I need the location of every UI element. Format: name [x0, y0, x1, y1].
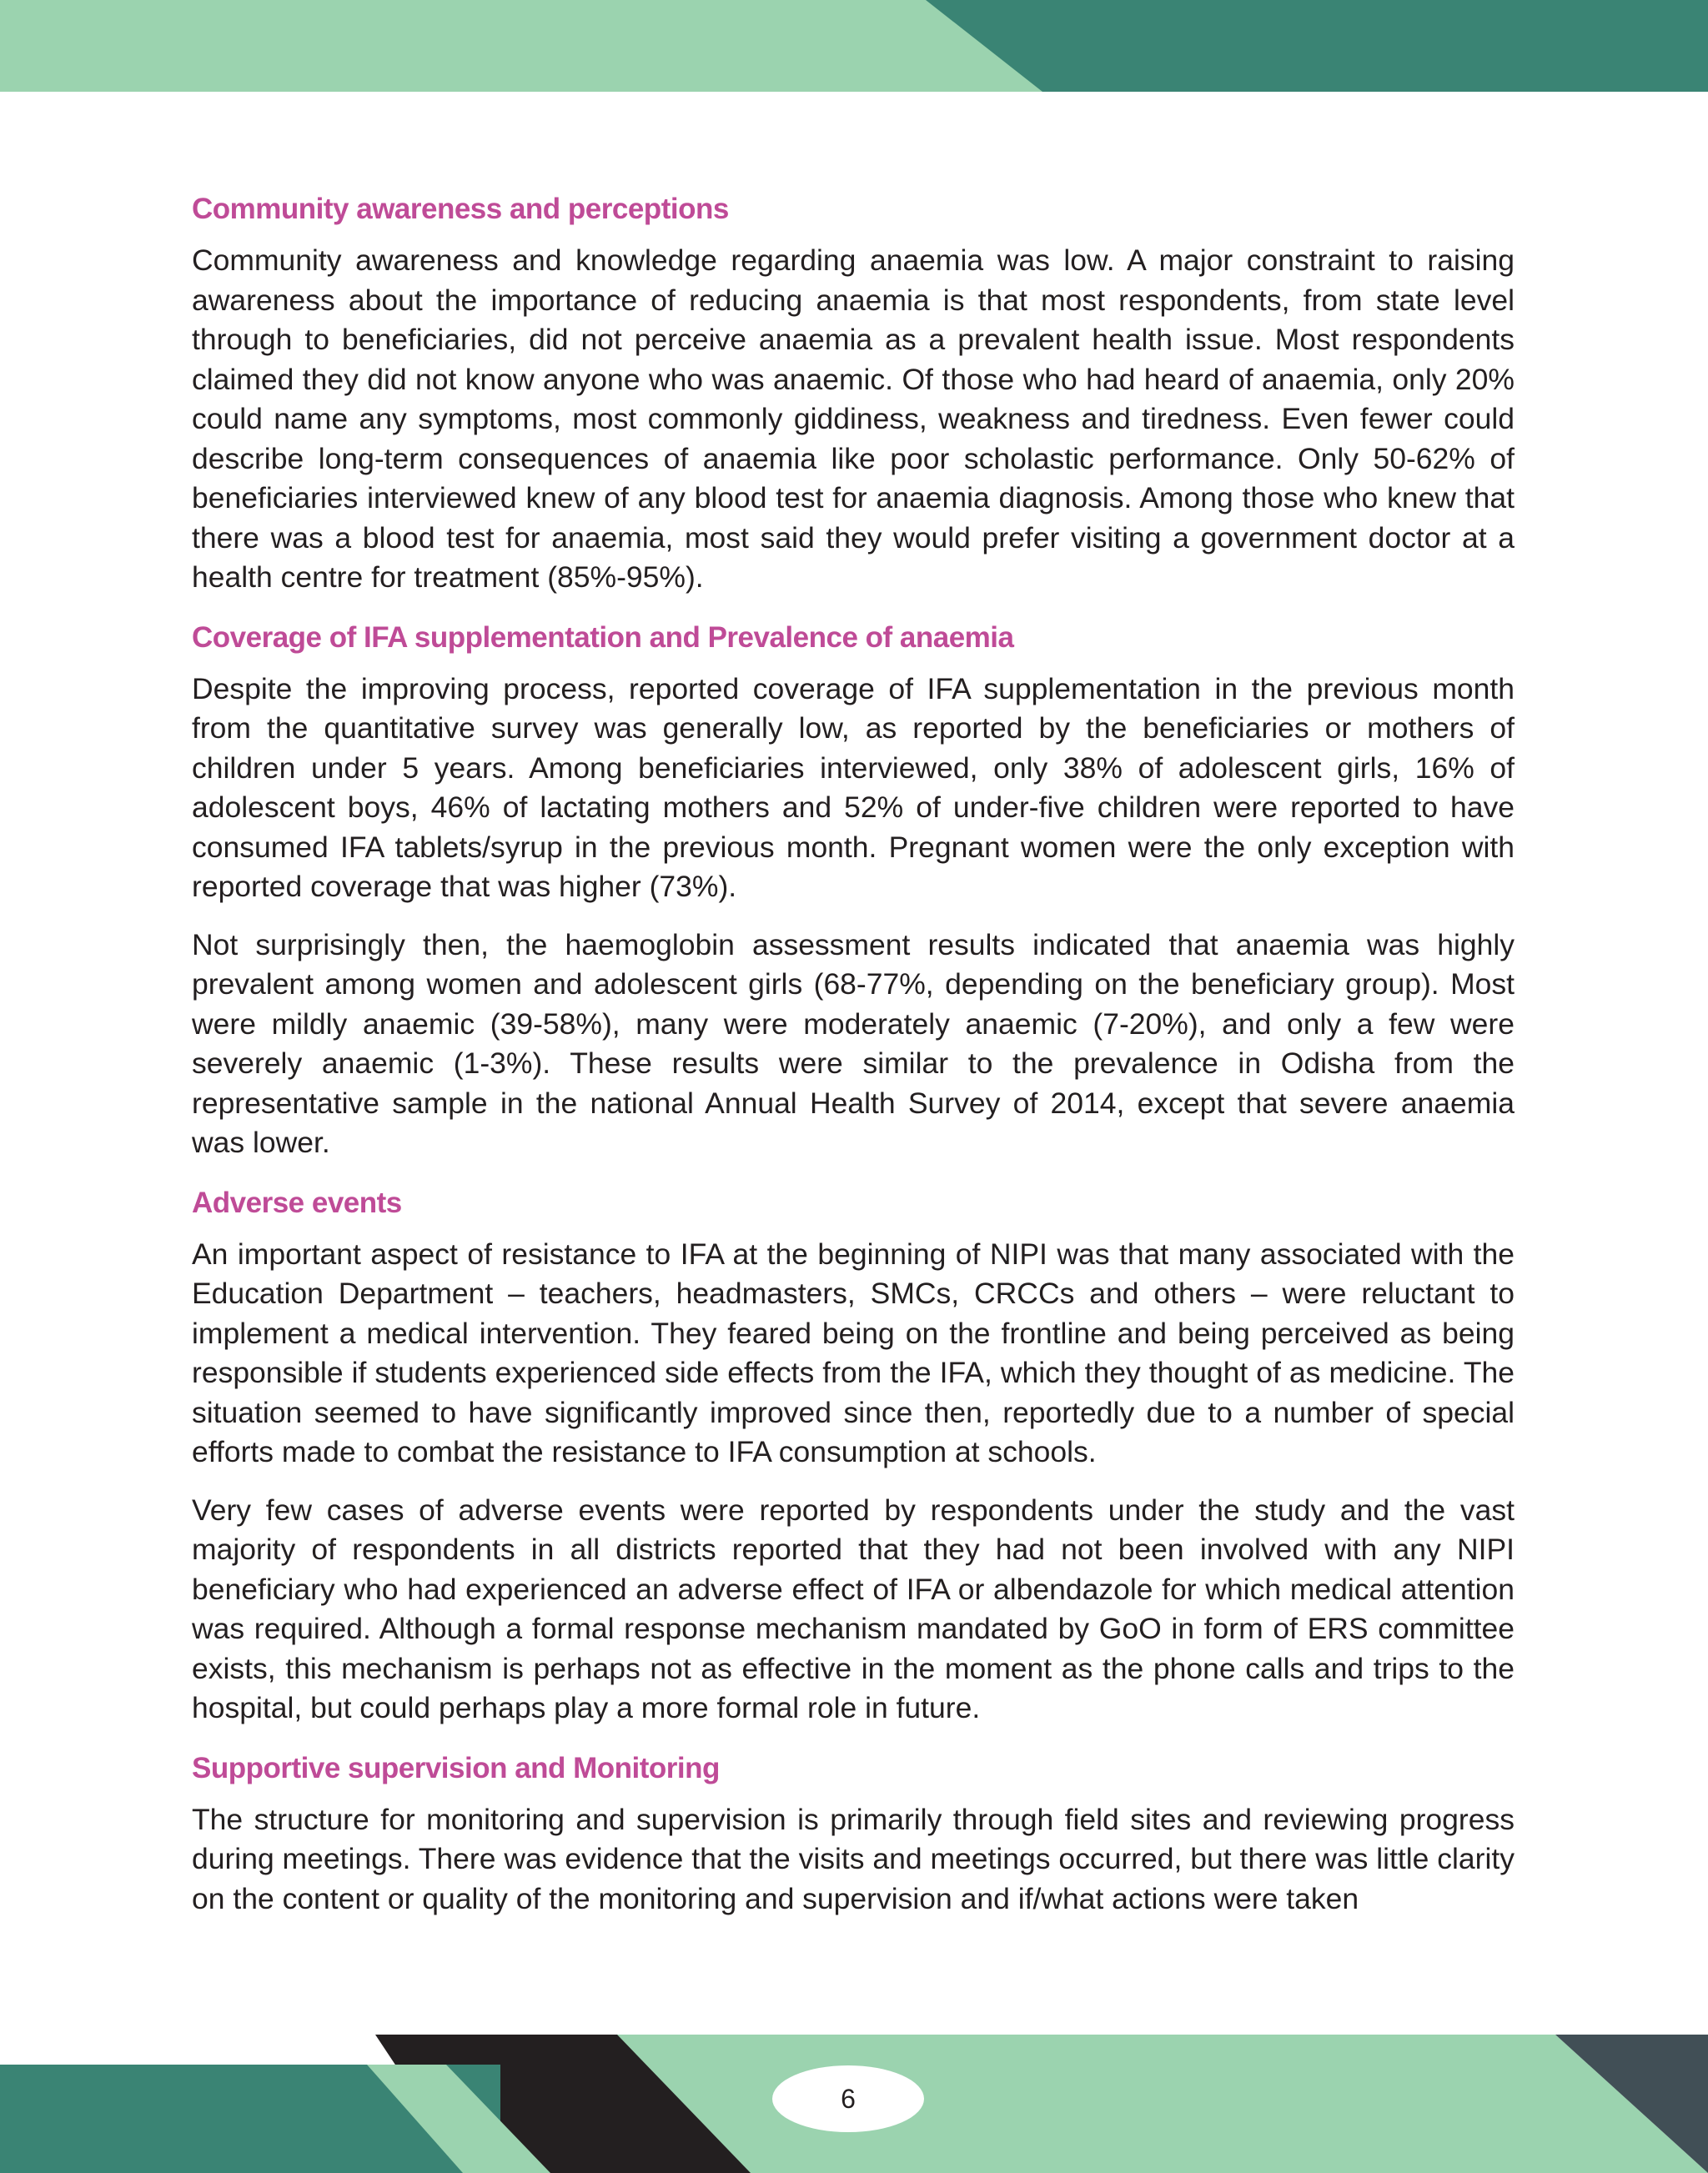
paragraph: Community awareness and knowledge regarding anaemia was low. A major constraint to raising awareness about the importance of reducing anaemia is that most respondents, from state level through to beneficiaries, did not perceive anaemia as a prevalent health issue. Most respondents claimed they did not know anyone who was anaemic. Of those who had heard of anaemia, only 20% could name any symptoms, most commonly giddiness, weakness and tiredness. Even fewer could describe long-term consequences of anaemia like poor scholastic performance. Only 50-62% of beneficiaries interviewed knew of any blood test for anaemia diagnosis. Among those who knew that there was a blood test for anaemia, most said they would prefer visiting a government doctor at a health centre for treatment (85%-95%). [192, 243, 1515, 594]
page-number: 6 [841, 2083, 856, 2114]
top-decorative-band [0, 0, 1708, 93]
section-community-awareness [192, 188, 1515, 598]
section-heading: Community awareness and perceptions [192, 193, 729, 225]
paragraph: The structure for monitoring and supervision is primarily through field sites and reviewing progress during meetings. There was evidence that the visits and meetings occurred, but there was little clarity on the content or quality of the monitoring and supervision and if/what actions were taken [192, 1802, 1515, 1915]
paragraph: Despite the improving process, reported coverage of IFA supplementation in the previous month from the quantitative survey was generally low, as reported by the beneficiaries or mothers of children under 5 years. Among beneficiaries interviewed, only 38% of adolescent girls, 16% of adolescent boys, 46% of lactating mothers and 52% of under-five children were reported to have consumed IFA tablets/syrup in the previous month. Pregnant women were the only exception with reported coverage that was higher (73%). [192, 671, 1515, 903]
section-adverse-events [192, 1182, 1515, 1729]
paragraph: An important aspect of resistance to IFA at the beginning of NIPI was that many associated with the Education Department – teachers, headmasters, SMCs, CRCCs and others – were reluctant to implement a medical intervention. They feared being on the frontline and being perceived as being responsible if students experienced side effects from the IFA, which they thought of as medicine. The situation seemed to have significantly improved since then, reportedly due to a number of special efforts made to combat the resistance to IFA consumption at schools. [192, 1237, 1515, 1468]
paragraph: Very few cases of adverse events were reported by respondents under the study and the vast majority of respondents in all districts reported that they had not been involved with any NIPI beneficiary who had experienced an adverse effect of IFA or albendazole for which medical attention was required. Although a formal response mechanism mandated by GoO in form of ERS committee exists, this mechanism is perhaps not as effective in the moment as the phone calls and trips to the hospital, but could perhaps play a more formal role in future. [192, 1493, 1515, 1724]
page-number-badge [772, 2065, 924, 2132]
top-band-dark-teal [926, 0, 1708, 92]
section-ifa-coverage [192, 616, 1515, 1163]
section-supervision-monitoring [192, 1747, 1515, 1920]
section-heading: Coverage of IFA supplementation and Prevalence of anaemia [192, 620, 1014, 654]
section-heading: Adverse events [192, 1186, 402, 1219]
paragraph: Not surprisingly then, the haemoglobin assessment results indicated that anaemia was highly prevalent among women and adolescent girls (68-77%, depending on the beneficiary group). Most were mildly anaemic (39-58%), many were moderately anaemic (7-20%), and only a few were severely anaemic (1-3%). These results were similar to the prevalence in Odisha from the representative sample in the national Annual Health Survey of 2014, except that severe anaemia was lower. [192, 927, 1515, 1159]
main-content [192, 188, 1515, 1937]
section-heading: Supportive supervision and Monitoring [192, 1751, 720, 1784]
